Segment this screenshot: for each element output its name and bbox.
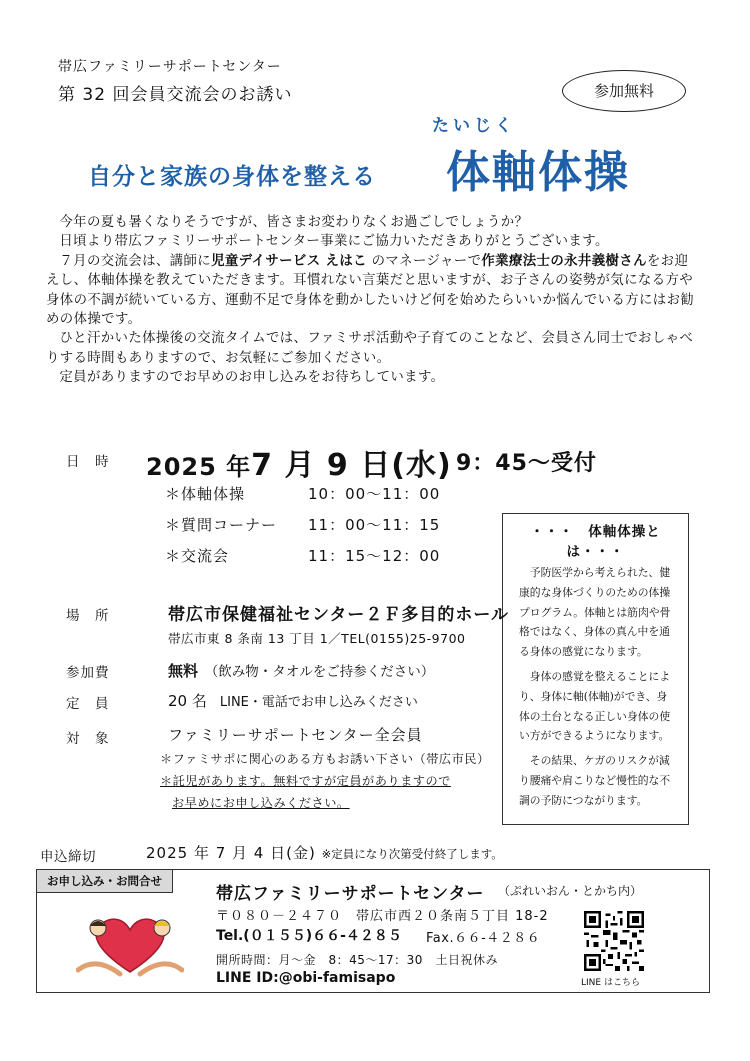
date-label: 日 時: [66, 454, 110, 470]
event-date: [146, 440, 452, 484]
date-month-day: 7 月 9 日: [251, 448, 392, 483]
title-main: 体軸体操: [446, 147, 630, 198]
contact-affiliation: （ぷれいおん・とかち内）: [498, 884, 643, 898]
intro-p5: 定員がありますのでお早めのお申し込みをお待ちしています。: [59, 370, 445, 386]
capacity-label: 定 員: [66, 696, 110, 712]
deadline-value: [146, 842, 503, 863]
deadline-label: 申込締切: [40, 849, 96, 865]
intro-p1: 今年の夏も暑くなりそうですが、皆さまお変わりなくお過ごしでしょうか？: [59, 215, 529, 230]
reception-time: 9：45～受付: [456, 451, 597, 476]
schedule-name: ＊体軸体操: [165, 485, 246, 503]
venue-label: 場 所: [66, 608, 110, 624]
schedule-item: [165, 483, 441, 504]
target-value: ファミリーサポートセンター全会員: [168, 726, 423, 744]
contact-line-id: LINE ID:@obi-famisapo: [216, 970, 396, 986]
schedule-item: [165, 514, 441, 535]
contact-tel: Tel.(０１５５)６６-４２８５: [216, 928, 402, 944]
contact-hours: 開所時間：月～金 8：45～17：30 土日祝休み: [216, 953, 498, 967]
intro-p3-c: のマネージャーで: [366, 253, 482, 269]
schedule-item: [165, 545, 441, 566]
schedule-name: ＊交流会: [165, 547, 230, 565]
target-note-3: お早めにお申し込みください。: [172, 796, 350, 810]
venue-address: 帯広市東 8 条南 13 丁目 1／TEL(0155)25-9700: [168, 631, 466, 646]
target-note-1: ＊ファミサポに関心のある方もお誘い下さい（帯広市民）: [160, 752, 490, 766]
venue-name: 帯広市保健福祉センター２Ｆ多目的ホール: [168, 605, 509, 625]
qr-code-icon[interactable]: [584, 911, 644, 971]
heart-illustration-icon: [76, 908, 184, 980]
organization-name: 帯広ファミリーサポートセンター: [58, 59, 282, 75]
capacity-value: [168, 690, 418, 711]
info-box-title: ・・・ 体軸体操とは・・・: [530, 524, 661, 560]
target-label: 対 象: [66, 731, 110, 747]
title-ruby: たいじく: [432, 116, 516, 136]
intro-p3-d: 作業療法士の永井義樹さん: [481, 253, 647, 269]
capacity-number: 20 名: [168, 692, 207, 710]
contact-address: 〒０８０－２４７０ 帯広市西２０条南５丁目 18-2: [216, 909, 549, 924]
contact-name: 帯広ファミリーサポートセンター: [216, 884, 485, 904]
intro-p3: [46, 252, 696, 330]
event-heading: 第 32 回会員交流会のお誘い: [58, 85, 293, 105]
date-year: 2025 年: [146, 453, 252, 481]
title-prefix: 自分と家族の身体を整える: [88, 164, 376, 190]
info-box-p3: その結果、ケガのリスクが減り腰痛や肩こりなど慢性的な不調の予防につながります。: [519, 754, 671, 807]
target-note-2: ＊託児があります。無料ですが定員がありますので: [160, 774, 451, 788]
intro-text: [46, 213, 696, 388]
taijiku-info-box: [502, 513, 689, 825]
schedule-time: 11：15～12：00: [308, 547, 441, 565]
free-badge: 参加無料: [562, 70, 686, 112]
contact-fax: Fax.６６-４２８６: [426, 931, 541, 946]
schedule-time: 11：00～11：15: [308, 516, 441, 534]
deadline-date: 2025 年 7 月 4 日(金): [146, 844, 316, 862]
info-box-p2: 身体の感覚を整えることにより、身体に軸(体軸)ができ、身体の土台となる正しい身体の使い方ができるようになります。: [519, 669, 671, 743]
info-box-p1: 予防医学から考えられた、健康的な身体づくりのための体操プログラム。体軸とは筋肉や骨格ではなく、身体の真ん中を通る身体の感覚になります。: [519, 566, 671, 659]
intro-p3-a: ７月の交流会は、講師に: [59, 253, 212, 269]
fee-value: [168, 660, 434, 681]
deadline-note: ※定員になり次第受付終了します。: [321, 847, 503, 861]
intro-p4: ひと汗かいた体操後の交流タイムでは、ファミサポ活動や子育てのことなど、会員さん同士でおしゃべりする時間もありますので、お気軽にご参加ください。: [46, 331, 694, 366]
date-weekday: (水): [391, 448, 452, 483]
fee-note: （飲み物・タオルをご持参ください）: [211, 664, 435, 680]
intro-p3-e: をお迎えし、体軸体操を教えていただきます。耳慣れない言葉だと思いますが、お子さんの姿勢が気になる方や身体の不調が続いている方、運動不足で身体を動かしたいけど何を始めたらいいか悩んでいる方にはお勧めの体操です。: [46, 253, 695, 328]
capacity-note: LINE・電話でお申し込みください: [219, 695, 418, 710]
contact-tag: お申し込み・お問合せ: [37, 870, 173, 893]
schedule-time: 10：00～11：00: [308, 485, 441, 503]
qr-label: LINE はこちら: [581, 978, 640, 988]
intro-p2: 日頃より帯広ファミリーサポートセンター事業にご協力いただきありがとうございます。: [59, 234, 609, 250]
schedule-name: ＊質問コーナー: [165, 516, 278, 534]
fee-label: 参加費: [66, 665, 110, 681]
fee-amount: 無料: [168, 662, 199, 680]
intro-p3-b: 児童デイサービス えはこ: [211, 253, 367, 269]
